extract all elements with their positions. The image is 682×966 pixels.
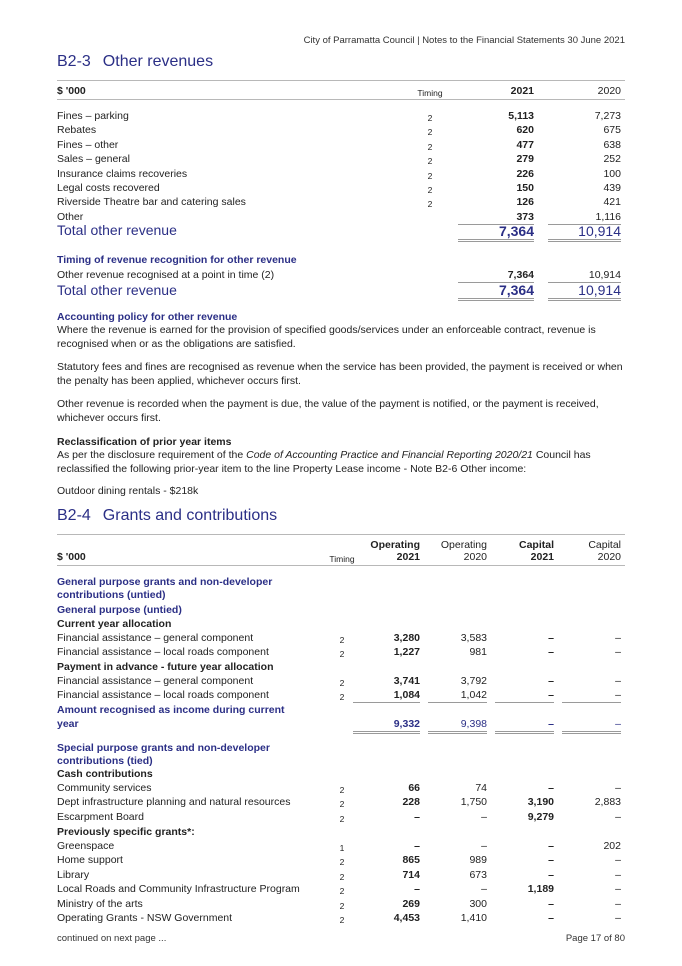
row-label: Fines – parking [57,110,129,122]
row-value-2020: 421 [603,196,621,209]
col-operating-2020: 2020 [463,551,487,563]
col-2021: 2021 [510,85,534,97]
grant-op-2021: 3,741 [393,675,420,687]
section-title-b2-3 [57,53,213,71]
grant-op-2020: 989 [469,854,487,867]
timing-row-2020: 10,914 [548,269,621,283]
grant-op-2020: 300 [469,897,487,910]
row-label: Riverside Theatre bar and catering sales [57,196,246,209]
policy-heading: Accounting policy for other revenue [57,311,238,323]
grant-cap-2020: – [615,675,621,687]
row-value-2021: 373 [458,211,534,225]
grant-row-label: Financial assistance – general component [57,632,254,644]
general-purpose-heading: General purpose grants and non-developer contributions (untied) [57,576,273,601]
grant-cap-2021: – [548,632,554,644]
grant-cap-2020: – [615,632,621,644]
row-value-2020: 1,116 [548,211,621,225]
grant-row-timing: 2 [339,649,345,660]
row-value-2021: 279 [516,153,534,166]
page-header: City of Parramatta Council | Notes to the Financial Statements 30 June 2021 [303,35,625,46]
grant-op-2020: – [481,883,487,896]
grant-cap-2021: – [548,675,554,687]
grant-cap-2020: – [615,912,621,924]
col-capital-2020: 2020 [597,551,621,563]
grant-op-2021: 1,084 [353,689,420,703]
row-value-2021: 5,113 [508,110,534,122]
grant-op-2021: 228 [402,796,420,809]
timing-total-label: Total other revenue [57,282,177,298]
grant-op-2020: 3,792 [460,675,487,687]
grant-row-timing: 2 [339,900,345,911]
section-number: B2-4 [57,507,91,524]
grant-cap-2020: – [562,689,621,703]
payment-in-advance: Payment in advance - future year allocation [57,661,274,673]
col-capital-2020-top: Capital [588,539,621,551]
grant-op-2021: 3,280 [393,632,420,644]
amount-op-2020: 9,398 [428,718,487,734]
row-value-2020: 100 [603,167,621,180]
grant-row-label: Home support [57,854,123,867]
policy-paragraph-2: Statutory fees and fines are recognised as revenue when the service has been provided, the payment is received or when the penalty has been applied, whichever occurs first. [57,361,623,387]
col-operating-2021-top: Operating [370,539,420,551]
row-value-2020: 439 [603,182,621,194]
timing-row-2021: 7,364 [458,269,534,283]
grant-row-timing: 2 [339,886,345,897]
grant-cap-2020: – [615,868,621,881]
row-value-2020: 675 [603,124,621,137]
grant-row-timing: 2 [339,915,345,925]
grant-cap-2020: – [615,883,621,896]
row-timing: 2 [427,156,433,167]
grant-row-timing: 2 [339,799,345,810]
grant-op-2021: 4,453 [393,912,420,924]
grant-cap-2021: – [548,897,554,910]
grant-cap-2021: – [548,868,554,881]
row-timing: 2 [427,113,433,123]
row-value-2021: 620 [516,124,534,137]
grant-cap-2020: – [615,810,621,823]
grant-row-timing: 1 [339,843,345,853]
grant-cap-2020: – [615,854,621,867]
reclass-paragraph: As per the disclosure requirement of the Code of Accounting Practice and Financial Reporting 2020/21 Council has reclassified the following prior-year item to the line Property Lease income - Note B2-6 Other income: [57,449,591,475]
grant-op-2021: 269 [402,897,420,910]
table-top-rule [57,534,625,535]
cash-contributions: Cash contributions [57,768,153,780]
grant-op-2021: 1,227 [393,646,420,659]
section-title-b2-4 [57,507,277,525]
row-timing: 2 [427,127,433,138]
grant-row-label: Ministry of the arts [57,897,143,910]
row-value-2020: 638 [603,138,621,151]
grant-cap-2020: 2,883 [594,796,621,809]
grant-cap-2021: – [495,689,554,703]
footer-continued: continued on next page ... [57,933,167,944]
grant-row-timing: 2 [339,635,345,645]
grant-op-2021: – [414,810,420,823]
grant-cap-2020: – [615,897,621,910]
previously-specific-grants: Previously specific grants*: [57,826,195,838]
row-value-2021: 150 [516,182,534,194]
row-value-2021: 477 [516,138,534,151]
grant-row-label: Financial assistance – general component [57,675,254,687]
special-purpose-heading: Special purpose grants and non-developer contributions (tied) [57,742,270,767]
footer-page-number: Page 17 of 80 [565,933,625,944]
section-name: Other revenues [102,53,214,70]
grant-cap-2020: – [615,782,621,794]
grant-row-label: Escarpment Board [57,810,144,823]
grant-cap-2021: 9,279 [527,810,554,823]
grant-row-label: Greenspace [57,840,115,852]
grant-op-2020: 74 [475,782,487,794]
timing-heading: Timing of revenue recognition for other revenue [57,254,297,266]
row-timing: 2 [427,170,433,181]
grant-cap-2021: 3,190 [527,796,554,809]
current-year-allocation: Current year allocation [57,618,172,630]
timing-total-2020: 10,914 [548,284,621,301]
grant-op-2020: 3,583 [460,632,487,644]
grant-row-timing: 2 [339,857,345,868]
table-top-rule [57,80,625,81]
grant-op-2020: 673 [469,868,487,881]
grant-op-2020: – [481,810,487,823]
total-2020: 10,914 [548,225,621,242]
grant-op-2021: – [414,840,420,852]
row-label: Other [57,210,84,223]
col-unit: $ '000 [57,85,86,97]
row-timing: 2 [427,185,433,195]
policy-paragraph-1: Where the revenue is earned for the provision of specified goods/services under an enforceable contract, revenue is recognised when or as the obligations are satisfied. [57,324,596,350]
grant-op-2020: 1,410 [460,912,487,924]
grant-row-timing: 2 [339,871,345,882]
amount-cap-2021: – [495,718,554,734]
amount-op-2021: 9,332 [353,718,420,734]
grant-op-2020: 1,042 [428,689,487,703]
grant-op-2021: – [414,883,420,896]
grant-cap-2021: – [548,854,554,867]
section-number: B2-3 [57,53,91,70]
grant-row-timing: 2 [339,678,345,688]
grant-op-2020: 981 [469,646,487,659]
grant-cap-2020: – [615,646,621,659]
grant-cap-2021: 1,189 [527,883,554,896]
row-label: Insurance claims recoveries [57,167,188,180]
grant-row-label: Financial assistance – local roads component [57,689,269,702]
grant-row-label: Dept infrastructure planning and natural resources [57,796,291,809]
timing-total-2021: 7,364 [458,284,534,301]
grant-row-timing: 2 [339,813,345,824]
row-timing: 2 [427,141,433,152]
amount-recognised-label-2: year [57,718,79,730]
grant-op-2021: 865 [402,854,420,867]
row-value-2020: 252 [603,153,621,166]
grant-row-timing: 2 [339,692,345,703]
col-capital-2021: 2021 [530,551,554,563]
col-operating-2020-top: Operating [440,539,487,551]
row-label: Rebates [57,124,97,137]
grant-cap-2021: – [548,646,554,659]
grant-op-2021: 66 [408,782,420,794]
grant-cap-2021: – [548,840,554,852]
grant-op-2021: 714 [402,868,420,881]
row-value-2021: 126 [516,196,534,209]
grant-row-label: Financial assistance – local roads component [57,646,269,659]
header-rule [57,99,625,100]
grant-cap-2021: – [548,782,554,794]
reclass-item: Outdoor dining rentals - $218k [57,485,199,497]
grant-row-label: Local Roads and Community Infrastructure Program [57,883,300,896]
general-purpose-subheading: General purpose (untied) [57,604,182,616]
grant-op-2020: – [481,840,487,852]
col-timing: Timing [417,88,443,98]
col-2020: 2020 [597,85,621,97]
row-value-2020: 7,273 [594,110,621,122]
section-name: Grants and contributions [102,507,278,524]
col-operating-2021: 2021 [396,551,420,563]
col-capital-2021-top: Capital [518,539,554,551]
header-rule [57,565,625,566]
policy-paragraph-3: Other revenue is recorded when the payment is due, the value of the payment is notified, or the payment is received, whichever occurs first. [57,398,599,424]
amount-recognised-label-1: Amount recognised as income during current [57,704,285,716]
row-timing: 2 [427,199,433,210]
row-value-2021: 226 [516,167,534,180]
grant-row-label: Community services [57,782,152,794]
grant-row-label: Operating Grants - NSW Government [57,912,233,924]
total-2021: 7,364 [458,225,534,242]
reclass-heading: Reclassification of prior year items [57,436,232,448]
grant-cap-2020: 202 [603,840,621,852]
timing-row-label: Other revenue recognised at a point in time (2) [57,269,275,281]
col-unit: $ '000 [57,551,86,563]
row-label: Sales – general [57,153,130,166]
grant-row-label: Library [57,868,90,881]
grant-row-timing: 2 [339,785,345,795]
row-label: Fines – other [57,138,119,151]
col-timing: Timing [329,554,355,564]
amount-cap-2020: – [562,718,621,734]
grant-cap-2021: – [548,912,554,924]
total-other-revenue-label: Total other revenue [57,222,177,238]
grant-op-2020: 1,750 [460,796,487,809]
row-label: Legal costs recovered [57,182,160,194]
